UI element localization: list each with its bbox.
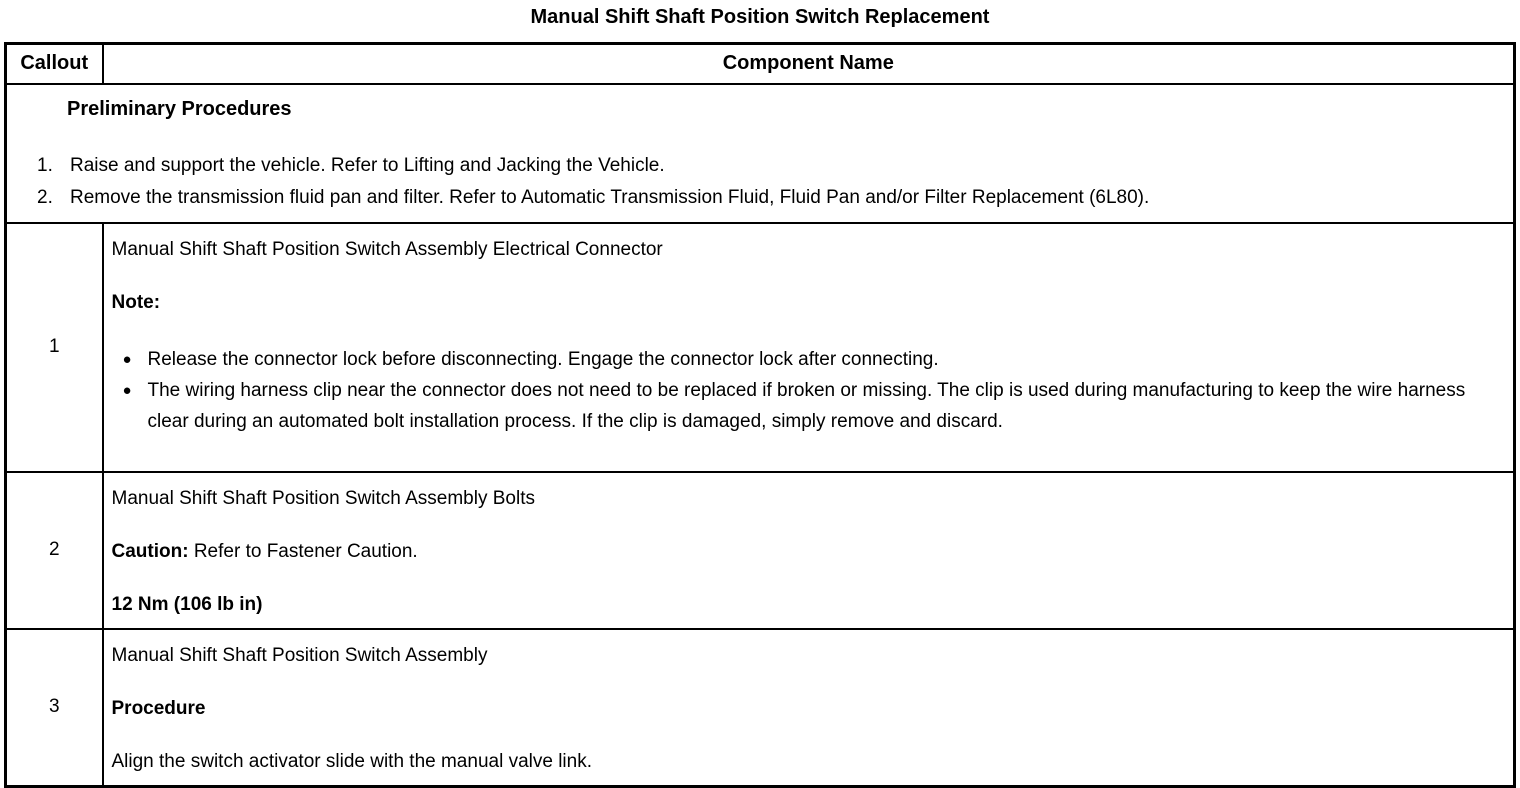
component-cell <box>103 223 1515 472</box>
table-row-callout-3 <box>6 629 1515 787</box>
preliminary-step-1 <box>21 150 1505 182</box>
callout-number: 1 <box>6 223 103 472</box>
note-bullet-text: The wiring harness clip near the connector does not need to be replaced if broken or missing. The clip is used during manufacturing to keep the wire harness clear during an automated bolt installation process. If the clip is damaged, simply remove and discard. <box>147 379 1466 432</box>
component-name: Manual Shift Shaft Position Switch Assembly Bolts <box>111 487 535 509</box>
procedure-label: Procedure <box>111 697 206 719</box>
component-name-column-header: Component Name <box>103 44 1515 84</box>
preliminary-step-2 <box>21 182 1505 214</box>
caution-label: Caution: <box>111 540 189 562</box>
preliminary-procedures-cell <box>6 84 1515 223</box>
component-cell <box>103 472 1515 629</box>
note-bullet-1 <box>112 344 1508 375</box>
caution-line <box>112 536 1508 567</box>
component-name: Manual Shift Shaft Position Switch Assembly <box>111 644 488 666</box>
callout-column-header: Callout <box>6 44 103 84</box>
component-name: Manual Shift Shaft Position Switch Assembly Electrical Connector <box>111 238 663 260</box>
bullet-icon: ● <box>122 381 132 399</box>
bullet-icon: ● <box>122 350 132 368</box>
component-table <box>4 42 1516 788</box>
component-cell <box>103 629 1515 787</box>
preliminary-procedures-row <box>6 84 1515 223</box>
note-bullet-2 <box>112 375 1508 437</box>
table-row-callout-2 <box>6 472 1515 629</box>
caution-text: Refer to Fastener Caution. <box>188 540 418 562</box>
callout-number: 2 <box>6 472 103 629</box>
procedure-text: Align the switch activator slide with the manual valve link. <box>111 750 593 772</box>
preliminary-procedures-heading: Preliminary Procedures <box>67 97 292 120</box>
callout-number: 3 <box>6 629 103 787</box>
step-text: Raise and support the vehicle. Refer to Lifting and Jacking the Vehicle. <box>70 154 665 176</box>
torque-spec: 12 Nm (106 lb in) <box>111 593 263 615</box>
step-text: Remove the transmission fluid pan and filter. Refer to Automatic Transmission Fluid, Fluid Pan and/or Filter Replacement (6L80). <box>70 186 1150 208</box>
page-title: Manual Shift Shaft Position Switch Replacement <box>530 6 990 28</box>
note-bullet-list <box>112 344 1508 437</box>
table-row-callout-1 <box>6 223 1515 472</box>
table-header-row <box>6 44 1515 84</box>
step-number: 2. <box>37 186 53 208</box>
step-number: 1. <box>37 154 53 176</box>
note-label: Note: <box>111 291 161 313</box>
note-bullet-text: Release the connector lock before disconnecting. Engage the connector lock after connecting. <box>147 348 939 370</box>
